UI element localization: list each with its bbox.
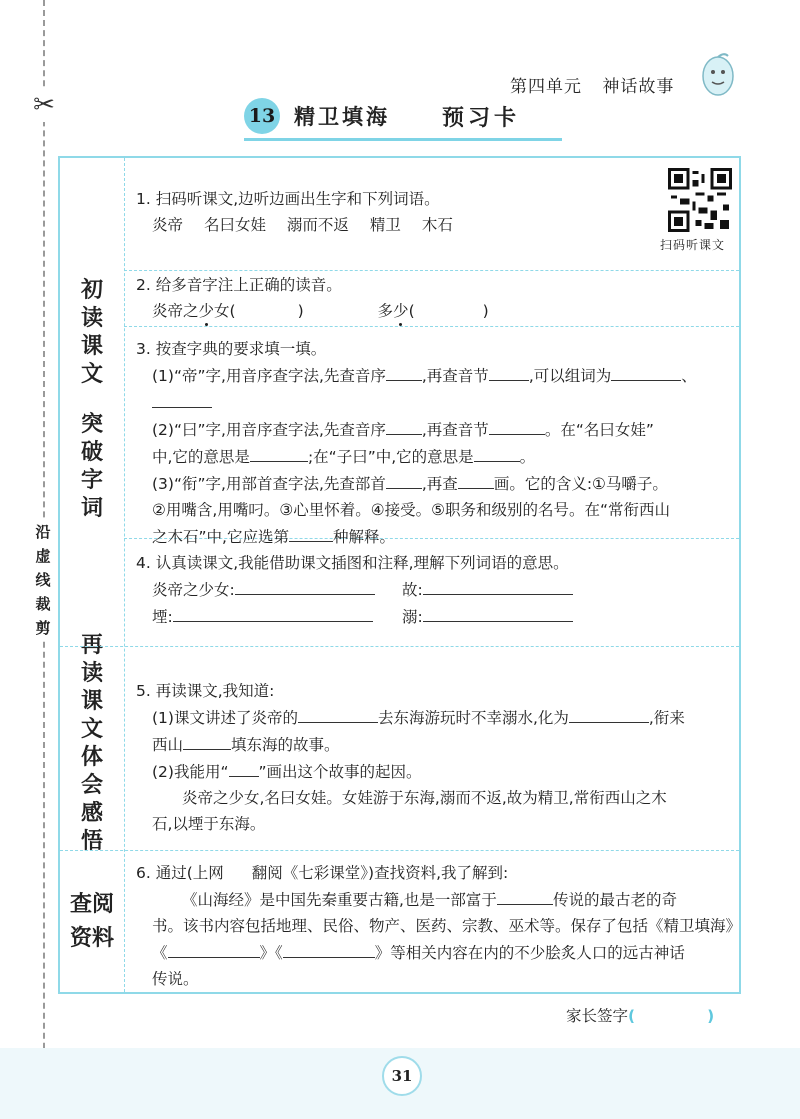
answer-blank[interactable] xyxy=(489,362,529,381)
question-3 xyxy=(136,336,736,550)
text: 《 xyxy=(152,944,168,962)
text: ;在“子曰”中,它的意思是 xyxy=(307,448,474,466)
qr-label: 扫码听课文 xyxy=(660,238,726,252)
question-3-prompt: 3. 按查字典的要求填一填。 xyxy=(136,340,327,358)
cut-char: 线 xyxy=(35,571,51,589)
answer-blank[interactable] xyxy=(423,576,573,595)
answer-blank[interactable] xyxy=(289,523,333,542)
text: 女( xyxy=(214,302,236,320)
label-char: 字 xyxy=(80,468,103,493)
unit-label: 第四单元 xyxy=(510,77,582,97)
passage-line: 炎帝之少女,名曰女娃。女娃游于东海,溺而不返,故为精卫,常衔西山之木 xyxy=(182,789,667,807)
cut-char: 裁 xyxy=(35,595,51,613)
text: 种解释。 xyxy=(332,528,395,546)
cut-instruction xyxy=(34,520,52,640)
label-char: 阅 xyxy=(92,892,115,917)
section-label-first-reading xyxy=(60,158,124,642)
text: 》《 xyxy=(259,944,283,962)
word: 精卫 xyxy=(369,216,401,234)
section-divider xyxy=(60,646,739,647)
label-char: 感 xyxy=(80,801,103,826)
text: (2)“曰”字,用音序查字法,先查音序 xyxy=(152,421,386,439)
answer-blank[interactable] xyxy=(235,576,375,595)
answer-blank[interactable] xyxy=(423,603,573,622)
text: 。在“名曰女娃” xyxy=(544,421,654,439)
label-char: 词 xyxy=(80,496,103,521)
text: 》等相关内容在内的不少脍炙人口的远古神话 xyxy=(374,944,685,962)
question-2-prompt: 2. 给多音字注上正确的读音。 xyxy=(136,276,342,294)
answer-blank[interactable] xyxy=(386,362,422,381)
worksheet-frame xyxy=(58,156,741,994)
divider xyxy=(124,270,739,271)
text: 之木石”中,它应选第 xyxy=(152,528,289,546)
question-1 xyxy=(136,186,453,238)
word: 溺而不返 xyxy=(286,216,349,234)
text: (1)课文讲述了炎帝的 xyxy=(152,709,298,727)
question-5 xyxy=(136,678,736,837)
cut-char: 沿 xyxy=(35,523,51,541)
answer-blank[interactable] xyxy=(183,731,231,750)
label-char: 会 xyxy=(80,773,103,798)
paren: ( xyxy=(628,1007,636,1025)
text: 去东海游玩时不幸溺水,化为 xyxy=(377,709,569,727)
answer-blank[interactable] xyxy=(298,704,378,723)
label-char: 课 xyxy=(80,334,103,359)
label-char: 初 xyxy=(80,278,103,303)
label-char: 文 xyxy=(80,717,103,742)
question-2 xyxy=(136,272,489,324)
answer-blank[interactable] xyxy=(489,416,545,435)
question-1-prompt: 1. 扫码听课文,边听边画出生字和下列词语。 xyxy=(136,190,440,208)
section-divider xyxy=(60,850,739,851)
text: 、 xyxy=(681,367,697,385)
text: 西山 xyxy=(152,736,184,754)
label-char: 课 xyxy=(80,689,103,714)
answer-blank[interactable] xyxy=(497,886,553,905)
section-label-research xyxy=(60,852,124,992)
answer-blank[interactable] xyxy=(611,362,681,381)
answer-blank[interactable] xyxy=(569,704,649,723)
paren: ) xyxy=(707,1007,715,1025)
question-1-words xyxy=(136,212,453,238)
text: ) xyxy=(297,302,304,320)
label-char: 文 xyxy=(80,362,103,387)
answer-blank[interactable] xyxy=(152,389,212,408)
wavy-line-sample xyxy=(229,758,259,777)
text: 画。它的含义:①马嚼子。 xyxy=(493,475,668,493)
label-char: 读 xyxy=(80,661,103,686)
section-label-second-reading xyxy=(60,633,124,854)
title-underline xyxy=(244,138,562,141)
text: ”画出这个故事的起因。 xyxy=(258,763,422,781)
text: 填东海的故事。 xyxy=(231,736,340,754)
leaf-decoration-icon xyxy=(694,50,742,98)
text: ,再查音节 xyxy=(421,367,489,385)
text: ) xyxy=(482,302,489,320)
answer-blank[interactable] xyxy=(386,416,422,435)
question-4 xyxy=(136,550,736,630)
answer-blank[interactable] xyxy=(250,443,308,462)
text: 6. 通过(上网 xyxy=(136,864,224,882)
label-char: 破 xyxy=(80,440,103,465)
text: ②用嘴含,用嘴叼。③心里怀着。④接受。⑤职务和级别的名号。在“常衔西山 xyxy=(152,501,671,519)
word: 炎帝 xyxy=(152,216,184,234)
question-5-prompt: 5. 再读课文,我知道: xyxy=(136,682,275,700)
label-char: 悟 xyxy=(80,829,103,854)
question-6 xyxy=(136,860,742,992)
answer-blank[interactable] xyxy=(474,443,520,462)
scissors-icon: ✂ xyxy=(30,88,58,122)
label-char: 体 xyxy=(80,745,103,770)
text: (1)“帝”字,用音序查字法,先查音序 xyxy=(152,367,386,385)
text: 书。该书内容包括地理、民俗、物产、医药、宗教、巫术等。保存了包括《精卫填海》 xyxy=(152,917,742,935)
text: (2)我能用“ xyxy=(152,763,229,781)
parent-signature-label: 家长签字 xyxy=(566,1007,629,1025)
word: 名曰女娃 xyxy=(203,216,266,234)
text: 传说的最古老的奇 xyxy=(552,891,677,909)
divider xyxy=(124,326,739,327)
text: 《山海经》是中国先秦重要古籍,也是一部富于 xyxy=(182,891,497,909)
answer-blank[interactable] xyxy=(173,603,373,622)
card-title: 预习卡 xyxy=(442,105,521,131)
text: 中,它的意思是 xyxy=(152,448,250,466)
text: 多 xyxy=(377,302,394,320)
cut-char: 虚 xyxy=(35,547,51,565)
text: ,可以组词为 xyxy=(528,367,612,385)
question-4-prompt: 4. 认真读课文,我能借助课文插图和注释,理解下列词语的意思。 xyxy=(136,554,569,572)
label-char: 再 xyxy=(80,633,103,658)
text: 炎帝之 xyxy=(152,302,199,320)
answer-blank[interactable] xyxy=(386,470,422,489)
lesson-title-row xyxy=(244,98,520,134)
cut-char: 剪 xyxy=(35,619,51,637)
text: ,再查 xyxy=(421,475,458,493)
answer-blank[interactable] xyxy=(168,939,260,958)
text: ( xyxy=(408,302,415,320)
term: 故: xyxy=(402,581,423,599)
lesson-title: 精卫填海 xyxy=(294,105,390,129)
passage-line: 石,以堙于东海。 xyxy=(152,815,266,833)
label-char: 查 xyxy=(69,892,92,917)
label-char: 资 xyxy=(69,926,92,951)
text: 。 xyxy=(519,448,536,466)
label-char: 读 xyxy=(80,306,103,331)
text: ,衔来 xyxy=(648,709,685,727)
text: ,再查音节 xyxy=(421,421,489,439)
unit-theme: 神话故事 xyxy=(602,77,675,97)
unit-heading xyxy=(510,72,674,97)
text: 传说。 xyxy=(152,970,199,988)
label-char: 料 xyxy=(92,926,115,951)
term: 溺: xyxy=(402,608,423,626)
lesson-number-badge: 13 xyxy=(244,98,280,134)
parent-signature xyxy=(566,1004,714,1026)
term: 炎帝之少女: xyxy=(152,581,235,599)
label-char: 突 xyxy=(80,412,103,437)
dotted-char: 少 xyxy=(198,302,215,320)
term: 堙: xyxy=(152,608,173,626)
answer-blank[interactable] xyxy=(283,939,375,958)
answer-blank[interactable] xyxy=(458,470,494,489)
word: 木石 xyxy=(421,216,453,234)
text: (3)“衔”字,用部首查字法,先查部首 xyxy=(152,475,386,493)
page-number: 31 xyxy=(382,1056,422,1096)
text: 翻阅《七彩课堂》)查找资料,我了解到: xyxy=(251,864,509,882)
dotted-char: 少 xyxy=(393,302,409,320)
qr-code-icon xyxy=(668,168,732,232)
